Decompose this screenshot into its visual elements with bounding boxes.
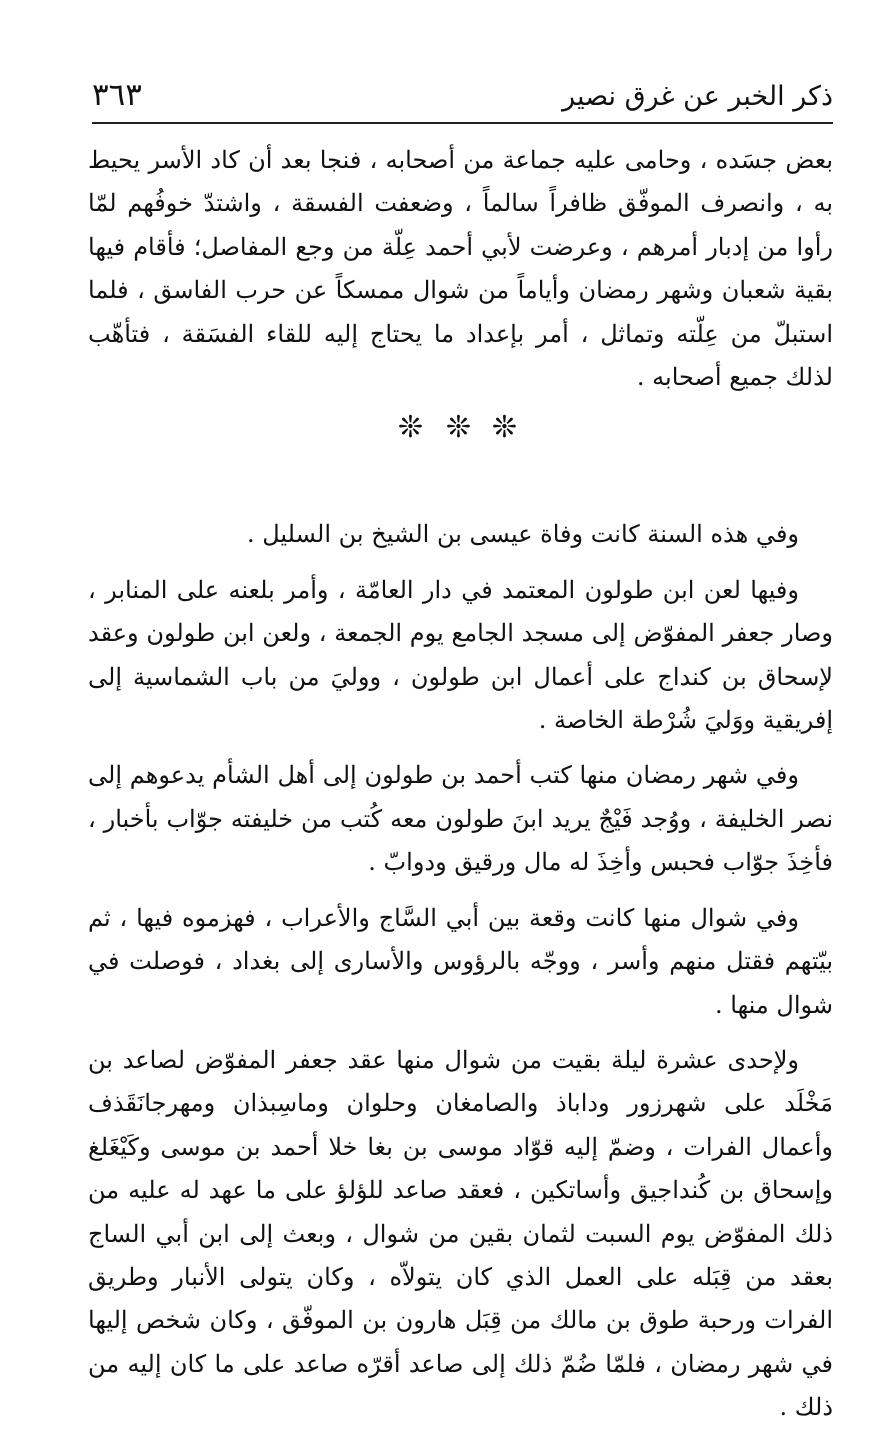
paragraph-1: بعض جسَده ، وحامى عليه جماعة من أصحابه ، فنجا بعد أن كاد الأسر يحيط به ، وانصرف الموفّق ظافراً سالماً ، وضعفت الفسقة ، واشتدّ خوفُهم لمّا رأوا من إدبار أمرهم ، وعرضت لأبي أحمد عِلّة من وجع المفاصل؛ فأقام فيها بقية شعبان وشهر رمضان وأياماً من شوال ممسكاً عن حرب الفاسق ، فلما استبلّ من عِلّته وتماثل ، أمر بإعداد ما يحتاج إليه للقاء الفسَقة ، فتأهّب لذلك جميع أصحابه . [88,146,833,392]
paragraph-5: وفي شوال منها كانت وقعة بين أبي السَّاج والأعراب ، فهزموه فيها ، ثم بيّتهم فقتل منهم وأسر ، ووجّه بالرؤوس والأسارى إلى بغداد ، فوصلت في شوال منها . [88,903,833,1019]
separator-star: ❊ [491,410,517,446]
page-body [88,139,833,1430]
running-title: ذكر الخبر عن غرق نصير [562,81,833,112]
page-number: ٣٦٣ [92,77,142,113]
paragraph-2: وفي هذه السنة كانت وفاة عيسى بن الشيخ بن السليل . [247,520,799,549]
separator-star: ❊ [397,410,423,446]
paragraph-6: ولإحدى عشرة ليلة بقيت من شوال منها عقد جعفر المفوّض لصاعد بن مَخْلَد على شهرزور وداباذ والصامغان وحلوان وماسِبذان ومهرجانَقَذف وأعمال الفرات ، وضمّ إليه قوّاد موسى بن بغا خلا أحمد بن موسى وكَيْغَلغ وإسحاق بن كُنداجيق وأساتكين ، فعقد صاعد للؤلؤ على ما عهد له عليه من ذلك المفوّض يوم السبت لثمان بقين من شوال ، وبعث إلى ابن أبي الساج بعقد من قِبَله على العمل الذي كان يتولاّه ، وكان يتولى الأنبار وطريق الفرات ورحبة طوق بن مالك من قِبَل هارون بن الموفّق ، وكان شخص إليها في شهر رمضان ، فلمّا ضُمّ ذلك إلى صاعد أقرّه صاعد على ما كان إليه من ذلك . [88,1045,834,1422]
section-separator [88,399,833,513]
separator-star: ❊ [445,410,471,446]
paragraph-4: وفي شهر رمضان منها كتب أحمد بن طولون إلى أهل الشأم يدعوهم إلى نصر الخليفة ، ووُجد فَيْجٌ يريد ابنَ طولون معه كُتب من خليفته جوّاب بأخبار ، فأخِذَ جوّاب فحبس وأخِذَ له مال ورقيق ودوابّ . [88,761,833,877]
paragraph-3: وفيها لعن ابن طولون المعتمد في دار العامّة ، وأمر بلعنه على المنابر ، وصار جعفر المفوّض إلى مسجد الجامع يوم الجمعة ، ولعن ابن طولون وعقد لإسحاق بن كنداج على أعمال ابن طولون ، ووليَ من باب الشماسية إلى إفريقية ووَليَ شُرْطة الخاصة . [88,575,833,735]
page-header [92,78,833,124]
